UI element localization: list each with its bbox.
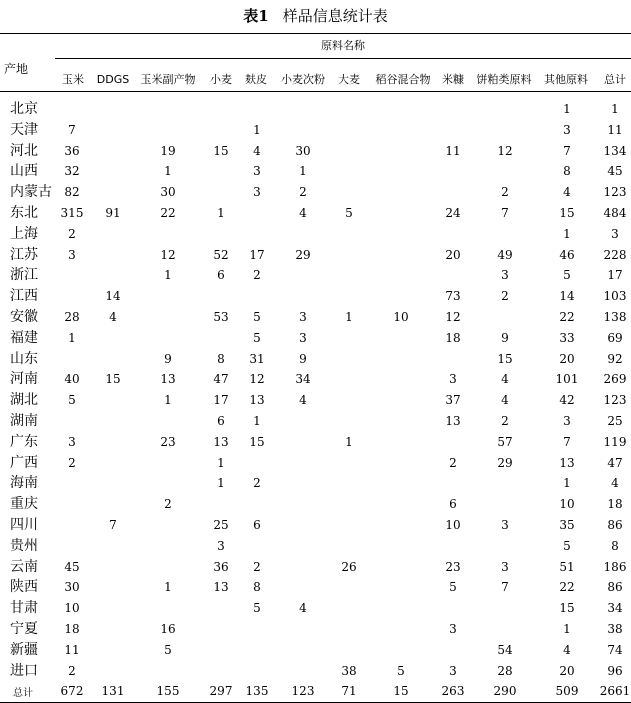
table-cell: 82 (64, 185, 80, 200)
table-cell: 5 (164, 642, 172, 657)
table-cell: 1 (217, 455, 225, 470)
table-cell: 315 (60, 206, 84, 220)
table-cell: 32 (64, 164, 80, 179)
table-cell: 31 (249, 351, 265, 366)
table-cell: 12 (249, 372, 265, 387)
row-label: 广西 (10, 454, 38, 471)
table-cell: 37 (445, 393, 461, 408)
column-header: 其他原料 (544, 73, 588, 86)
total-cell: 15 (393, 684, 409, 699)
table-cell: 2 (299, 185, 307, 200)
table-cell: 13 (559, 455, 575, 470)
table-cell: 15 (105, 372, 121, 387)
table-cell: 18 (445, 330, 461, 345)
total-cell: 2661 (599, 684, 631, 699)
table-cell: 10 (445, 518, 461, 532)
top-rule (0, 33, 631, 34)
table-cell: 7 (563, 143, 571, 158)
table-cell: 57 (497, 434, 513, 449)
group-header: 原料名称 (321, 39, 365, 52)
table-cell: 3 (68, 434, 76, 449)
row-label: 浙江 (10, 267, 38, 284)
table-cell: 3 (253, 164, 261, 179)
table-cell: 1 (563, 622, 571, 636)
column-header: 小麦 (210, 73, 232, 86)
column-header: 总计 (604, 73, 626, 86)
table-cell: 18 (607, 497, 623, 512)
table-cell: 12 (445, 310, 461, 324)
column-header: 麸皮 (245, 73, 267, 86)
total-cell: 509 (555, 684, 579, 699)
table-cell: 123 (603, 185, 627, 200)
table-cell: 7 (563, 434, 571, 449)
table-cell: 3 (563, 122, 571, 137)
table-cell: 1 (563, 102, 571, 116)
table-cell: 3 (299, 310, 307, 324)
table-cell: 7 (501, 206, 509, 220)
total-cell: 71 (341, 684, 357, 699)
table-cell: 20 (559, 351, 575, 366)
table-cell: 92 (607, 351, 623, 366)
table-cell: 54 (497, 642, 513, 657)
table-cell: 2 (164, 497, 172, 512)
table-cell: 49 (497, 247, 513, 262)
table-cell: 15 (497, 351, 513, 366)
table-cell: 22 (160, 206, 176, 220)
table-cell: 11 (64, 642, 80, 657)
header-rule (0, 91, 631, 92)
row-label: 北京 (10, 101, 38, 117)
table-cell: 15 (213, 143, 229, 158)
row-label: 广东 (10, 433, 38, 450)
table-cell: 1 (164, 164, 172, 179)
table-cell: 14 (105, 289, 121, 304)
table-cell: 134 (603, 143, 627, 158)
table-cell: 91 (105, 206, 121, 220)
table-cell: 3 (501, 518, 509, 532)
table-cell: 2 (501, 289, 509, 304)
row-label: 山西 (10, 163, 38, 180)
row-header: 产地 (4, 62, 29, 76)
table-cell: 4 (299, 206, 307, 220)
table-cell: 2 (253, 268, 261, 283)
total-cell: 290 (493, 684, 517, 699)
table-cell: 4 (299, 601, 307, 616)
table-cell: 2 (501, 185, 509, 200)
row-label: 四川 (10, 517, 38, 533)
table-number: 表1 (243, 7, 269, 25)
column-header: 稻谷混合物 (375, 73, 431, 86)
row-label: 河南 (10, 371, 38, 388)
table-cell: 28 (64, 310, 80, 324)
row-label: 河北 (10, 142, 38, 159)
table-cell: 18 (64, 622, 80, 636)
table-cell: 9 (299, 351, 307, 366)
table-cell: 24 (445, 206, 461, 220)
table-cell: 8 (217, 351, 225, 366)
table-cell: 1 (253, 122, 261, 137)
table-cell: 7 (109, 518, 117, 532)
table-cell: 33 (559, 330, 575, 345)
table-cell: 2 (253, 559, 261, 574)
total-cell: 263 (441, 684, 465, 699)
row-label: 江苏 (10, 246, 38, 263)
table-cell: 30 (64, 580, 80, 595)
total-row-label: 总计 (13, 688, 33, 700)
table-cell: 4 (501, 393, 509, 408)
table-cell: 53 (213, 310, 229, 324)
column-header: 玉米 (62, 73, 84, 86)
table-cell: 1 (164, 580, 172, 595)
table-cell: 15 (559, 206, 575, 220)
table-cell: 73 (445, 289, 461, 304)
table-cell: 9 (501, 330, 509, 345)
table-cell: 34 (295, 372, 311, 387)
row-label: 海南 (10, 475, 38, 492)
table-cell: 103 (603, 289, 627, 304)
table-cell: 4 (299, 393, 307, 408)
row-label: 上海 (10, 225, 38, 242)
table-cell: 13 (213, 434, 229, 449)
table-cell: 29 (497, 455, 513, 470)
total-cell: 155 (156, 684, 180, 699)
table-cell: 74 (607, 642, 623, 657)
table-cell: 20 (445, 247, 461, 262)
table-cell: 38 (341, 663, 357, 678)
table-caption: 样品信息统计表 (282, 7, 388, 25)
table-cell: 3 (299, 330, 307, 345)
table-cell: 22 (559, 580, 575, 595)
table-cell: 52 (213, 247, 229, 262)
column-header: DDGS (96, 73, 130, 86)
table-cell: 38 (607, 622, 623, 636)
table-cell: 11 (607, 122, 623, 137)
table-cell: 2 (68, 455, 76, 470)
table-cell: 30 (160, 185, 176, 200)
table-cell: 7 (68, 122, 76, 137)
column-header: 米糠 (442, 73, 464, 86)
table-cell: 13 (445, 414, 461, 428)
table-cell: 16 (160, 622, 176, 636)
column-header: 玉米副产物 (140, 73, 196, 86)
table-cell: 5 (253, 330, 261, 345)
table-cell: 13 (213, 580, 229, 595)
table-cell: 10 (64, 601, 80, 616)
total-cell: 123 (291, 684, 315, 699)
table-cell: 22 (559, 310, 575, 324)
total-cell: 135 (245, 684, 269, 699)
table-cell: 3 (449, 622, 457, 636)
table-cell: 7 (501, 580, 509, 595)
row-label: 新疆 (10, 641, 38, 658)
table-cell: 269 (603, 372, 627, 387)
table-cell: 35 (559, 518, 575, 532)
table-cell: 12 (497, 143, 513, 158)
table-cell: 5 (253, 601, 261, 616)
row-label: 湖南 (10, 413, 38, 429)
table-cell: 13 (160, 372, 176, 387)
table-cell: 1 (563, 226, 571, 241)
table-cell: 51 (559, 559, 575, 574)
table-cell: 3 (217, 538, 225, 553)
table-cell: 228 (603, 247, 627, 262)
table-cell: 5 (563, 538, 571, 553)
table-cell: 1 (345, 434, 353, 449)
table-cell: 6 (217, 414, 225, 428)
table-cell: 25 (213, 518, 229, 532)
row-label: 贵州 (10, 537, 38, 554)
table-cell: 11 (445, 143, 461, 158)
total-cell: 672 (60, 684, 84, 699)
table-cell: 69 (607, 330, 623, 345)
table-cell: 30 (295, 143, 311, 158)
table-cell: 101 (555, 372, 579, 387)
group-rule (55, 58, 631, 59)
table-cell: 86 (607, 518, 623, 532)
table-cell: 23 (445, 559, 461, 574)
table-cell: 20 (559, 663, 575, 678)
table-cell: 47 (213, 372, 229, 387)
table-cell: 42 (559, 393, 575, 408)
table-cell: 6 (253, 518, 261, 532)
table-cell: 1 (68, 330, 76, 345)
table-cell: 5 (345, 206, 353, 220)
table-cell: 5 (449, 580, 457, 595)
table-cell: 3 (611, 226, 619, 241)
table-cell: 484 (603, 206, 627, 220)
table-cell: 123 (603, 393, 627, 408)
table-cell: 138 (603, 310, 627, 324)
row-label: 重庆 (10, 496, 38, 513)
table-cell: 1 (299, 164, 307, 179)
table-cell: 19 (160, 143, 176, 158)
table-cell: 5 (253, 310, 261, 324)
table-cell: 4 (563, 185, 571, 200)
table-cell: 17 (213, 393, 229, 408)
table-cell: 2 (449, 455, 457, 470)
row-label: 甘肃 (10, 600, 38, 617)
table-cell: 3 (501, 268, 509, 283)
table-cell: 3 (253, 185, 261, 200)
table-cell: 47 (607, 455, 623, 470)
column-header: 饼粕类原料 (476, 73, 532, 86)
table-cell: 119 (603, 434, 627, 449)
row-label: 进口 (10, 662, 38, 679)
table-cell: 1 (217, 476, 225, 491)
row-label: 江西 (10, 288, 38, 305)
total-cell: 297 (209, 684, 233, 699)
table-cell: 45 (607, 164, 623, 179)
table-cell: 5 (397, 663, 405, 678)
table-cell: 1 (217, 206, 225, 220)
table-cell: 17 (249, 247, 265, 262)
table-cell: 4 (563, 642, 571, 657)
table-cell: 1 (611, 102, 619, 116)
row-label: 湖北 (10, 392, 38, 409)
table-cell: 10 (393, 310, 409, 324)
row-label: 陕西 (10, 579, 38, 596)
table-cell: 8 (611, 538, 619, 553)
table-cell: 17 (607, 268, 623, 283)
row-label: 内蒙古 (10, 184, 52, 201)
table-cell: 25 (607, 414, 623, 428)
table-cell: 3 (449, 663, 457, 678)
column-header: 大麦 (338, 73, 360, 86)
table-cell: 1 (164, 268, 172, 283)
table-cell: 186 (603, 559, 627, 574)
table-cell: 45 (64, 559, 80, 574)
table-cell: 36 (64, 143, 80, 158)
table-cell: 4 (501, 372, 509, 387)
table-cell: 96 (607, 663, 623, 678)
row-label: 天津 (10, 121, 38, 138)
table-cell: 4 (253, 143, 261, 158)
table-cell: 1 (563, 476, 571, 491)
table-cell: 6 (449, 497, 457, 512)
table-cell: 36 (213, 559, 229, 574)
table-cell: 46 (559, 247, 575, 262)
table-cell: 3 (449, 372, 457, 387)
table-cell: 9 (164, 351, 172, 366)
table-cell: 8 (253, 580, 261, 595)
table-cell: 6 (217, 268, 225, 283)
row-label: 宁夏 (10, 621, 38, 637)
table-cell: 34 (607, 601, 623, 616)
table-cell: 2 (68, 226, 76, 241)
table-cell: 28 (497, 663, 513, 678)
row-label: 东北 (10, 205, 38, 221)
table-cell: 5 (68, 393, 76, 408)
table-cell: 1 (253, 414, 261, 428)
table-cell: 1 (345, 310, 353, 324)
table-cell: 13 (249, 393, 265, 408)
row-label: 云南 (10, 558, 38, 575)
row-label: 山东 (10, 350, 38, 367)
table-cell: 1 (164, 393, 172, 408)
table-cell: 15 (249, 434, 265, 449)
table-cell: 40 (64, 372, 80, 387)
table-cell: 5 (563, 268, 571, 283)
table-cell: 3 (563, 414, 571, 428)
table-cell: 2 (501, 414, 509, 428)
table-cell: 86 (607, 580, 623, 595)
table-title (0, 6, 631, 26)
row-label: 安徽 (10, 309, 38, 325)
table-cell: 3 (68, 247, 76, 262)
table-cell: 4 (611, 476, 619, 491)
table-cell: 2 (253, 476, 261, 491)
table-cell: 26 (341, 559, 357, 574)
table-cell: 3 (501, 559, 509, 574)
column-header: 小麦次粉 (281, 73, 325, 86)
table-cell: 12 (160, 247, 176, 262)
table-cell: 10 (559, 497, 575, 512)
table-cell: 23 (160, 434, 176, 449)
table-cell: 4 (109, 310, 117, 324)
row-label: 福建 (10, 329, 38, 346)
total-cell: 131 (101, 684, 125, 699)
table-cell: 8 (563, 164, 571, 179)
table-cell: 15 (559, 601, 575, 616)
table-cell: 29 (295, 247, 311, 262)
table-cell: 14 (559, 289, 575, 304)
table-cell: 2 (68, 663, 76, 678)
